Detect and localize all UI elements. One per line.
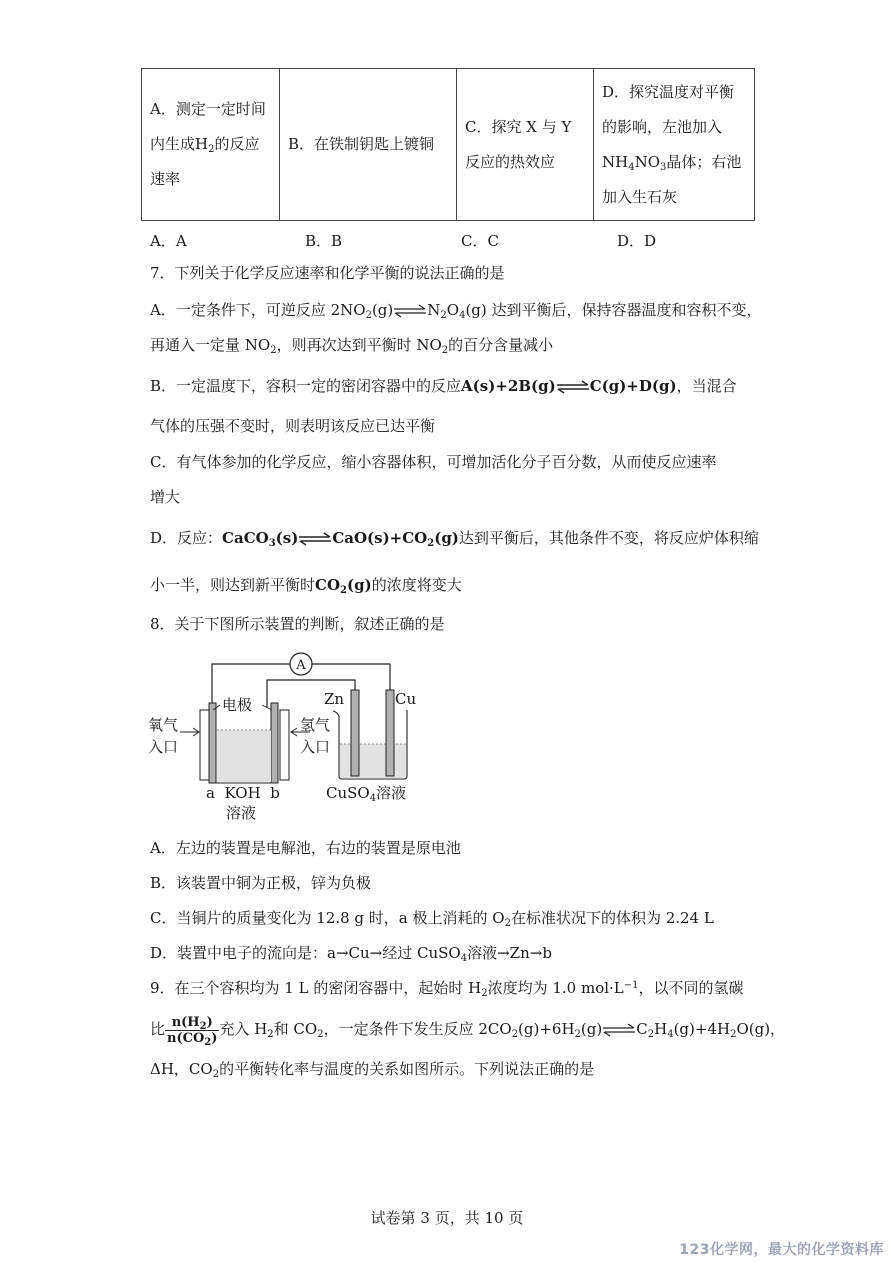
hydrogen-carbon-ratio: $\frac{n(H_2)}{n(CO_2)}$ [167,1014,218,1048]
q6-answer-c[interactable]: C．C [461,232,499,250]
q7-option-a[interactable]: A．一定条件下，可逆反应 $2NO_2(g)$ $N_2O_4(g)$ 达到平衡后，保持容器温度和容积不变， [150,301,762,321]
q7-option-c-cont: 增大 [150,488,181,506]
svg-text:氢气: 氢气 [300,716,331,734]
equilibrium-arrow-icon [602,1023,636,1037]
page-footer: 试卷第 3 页，共 10 页 [370,1209,524,1227]
svg-text:电极: 电极 [222,696,253,714]
q9-stem-line2: 比 $\frac{n(H_2)}{n(CO_2)}$ 充入 $H_2$和 $CO_2$，一定条件下发生反应 $2CO_2(g)+6H_2(g)$ $C_2H_4(g)+4H_2O(g)$， [150,1014,786,1048]
option-cell-c: C．探究 X 与 Y 反应的热效应 [457,69,594,221]
q7-option-a-cont: 再通入一定量 $NO_2$，则再次达到平衡时 $NO_2$的百分含量减小 [150,336,554,356]
fuel-cell-diagram [140,648,430,828]
option-cell-b: B．在铁制钥匙上镀铜 [280,69,457,221]
q8-stem: 8．关于下图所示装置的判断，叙述正确的是 [150,615,445,633]
q6-answer-d[interactable]: D．D [617,232,657,250]
svg-text:入口: 入口 [148,738,179,756]
q7-option-d[interactable]: D．反应：CaCO$_3$(s) $CaO(s)+CO_2(g)$达到平衡后，其他条件不变，将反应炉体积缩 [150,529,759,549]
q7-option-b-cont: 气体的压强不变时，则表明该反应已达平衡 [150,417,436,435]
q9-stem-line3: ΔH，$CO_2$的平衡转化率与温度的关系如图所示。下列说法正确的是 [150,1060,595,1080]
equilibrium-arrow-icon [393,304,427,318]
q8-option-a[interactable]: A．左边的装置是电解池，右边的装置是原电池 [150,839,461,857]
options-table [141,68,755,221]
option-cell-a: A．测定一定时间 内生成$H_2$的反应 速率 [142,69,280,221]
equilibrium-arrow-icon [298,532,332,546]
q6-answer-a[interactable]: A．A [150,232,187,250]
q7-option-c[interactable]: C．有气体参加的化学反应，缩小容器体积，可增加活化分子百分数，从而使反应速率 [150,453,717,471]
svg-text:Zn: Zn [324,690,345,708]
option-cell-d: D．探究温度对平衡 的影响，左池加入 $NH_4NO_3$晶体；右池 加入生石灰 [594,69,755,221]
q7-option-d-cont: 小一半，则达到新平衡时$CO_2(g)$的浓度将变大 [150,576,462,596]
q7-option-b[interactable]: B．一定温度下，容积一定的密闭容器中的反应A(s)+2B(g) C(g)+D(g)，当混合 [150,377,737,395]
equilibrium-arrow-icon [556,380,590,394]
svg-text:A: A [296,658,306,673]
svg-text:Cu: Cu [395,690,417,708]
q8-option-b[interactable]: B．该装置中铜为正极，锌为负极 [150,874,372,892]
q7-stem: 7．下列关于化学反应速率和化学平衡的说法正确的是 [150,264,505,282]
q8-option-d[interactable]: D．装置中电子的流向是：a→Cu→经过 CuSO$_4$溶液→Zn→b [150,944,552,964]
q6-answer-b[interactable]: B．B [305,232,343,250]
svg-text:氧气: 氧气 [148,716,179,734]
svg-text:入口: 入口 [300,738,331,756]
svg-text:CuSO4溶液: CuSO$_4$溶液 [326,784,407,804]
watermark: 123化学网，最大的化学资料库 [679,1242,884,1258]
q8-option-c[interactable]: C．当铜片的质量变化为 12.8 g 时，a 极上消耗的 $O_2$在标准状况下的体积为 2.24 L [150,909,714,929]
svg-text:溶液: 溶液 [226,804,257,822]
q9-stem-line1: 9．在三个容积均为 1 L 的密闭容器中，起始时 $H_2$浓度均为 1.0 $mol\cdot L^{-1}$，以不同的氢碳 [150,979,744,999]
svg-text:a KOH b: a KOH b [206,784,280,802]
